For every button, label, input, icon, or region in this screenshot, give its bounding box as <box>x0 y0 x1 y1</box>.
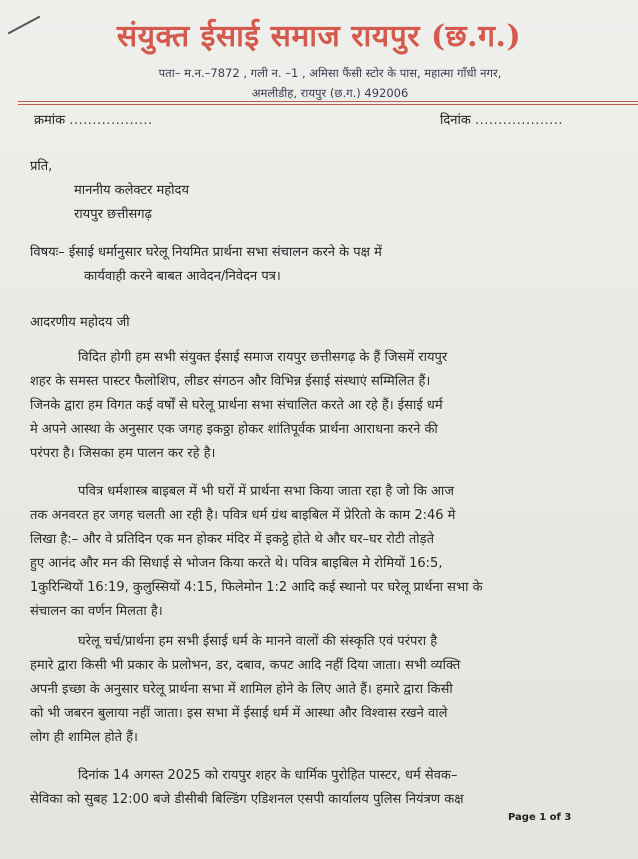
recipient-line-2: रायपुर छत्तीसगढ़ <box>74 207 152 222</box>
serial-number-field <box>34 110 153 128</box>
subject-line-1 <box>30 242 382 260</box>
paragraph-line: घरेलू चर्च/प्रार्थना हम सभी ईसाई धर्म के मानने वालों की संस्कृति एवं परंपरा है <box>78 634 438 649</box>
paragraph-line: लिखा है:– और वे प्रतिदिन एक मन होकर मंदिर में इकट्ठे होते थे और घर–घर रोटी तोड़ते <box>30 532 435 547</box>
letterhead-address-line-1: पता– म.न.–7872 , गली न. –1 , अमिसा फैंसी स्टोर के पास, महात्मा गाँधी नगर, <box>158 66 502 80</box>
subject-label: विषयः– <box>30 245 65 260</box>
paragraph-line: शहर के समस्त पास्टर फैलोशिप, लीडर संगठन और विभिन्न ईसाई संस्थाएं सम्मिलित हैं। <box>30 374 431 389</box>
paragraph-1 <box>30 346 598 466</box>
serial-label: क्रमांक <box>34 113 66 128</box>
date-field <box>440 110 563 128</box>
salutation: आदरणीय महोदय जी <box>30 315 130 330</box>
subject-text-1: ईसाई धर्मानुसार घरेलू नियमित प्रार्थना सभा संचालन करने के पक्ष में <box>68 245 382 260</box>
subject-line-2: कार्यवाही करने बाबत आवेदन/निवेदन पत्र। <box>84 269 281 284</box>
paragraph-line: जिनके द्वारा हम विगत कई वर्षों से घरेलू प्रार्थना सभा संचालित करते आ रहे हैं। ईसाई धर्म <box>30 398 443 413</box>
paragraph-line: 1कुरिन्थियों 16:19, कुलुस्सियों 4:15, फिलेमोन 1:2 आदि कई स्थानो पर घरेलू प्रार्थना सभा के <box>30 580 483 595</box>
serial-blank: .................. <box>69 113 153 128</box>
page-number: Page 1 of 3 <box>508 812 572 823</box>
paragraph-line: को भी जबरन बुलाया नहीं जाता। इस सभा में ईसाई धर्म में आस्था और विश्वास रखने वाले <box>30 706 448 721</box>
letterhead-address-line-2: अमलीडीह, रायपुर (छ.ग.) 492006 <box>251 86 409 100</box>
paragraph-4 <box>30 764 598 812</box>
paragraph-line: अपनी इच्छा के अनुसार घरेलू प्रार्थना सभा में शामिल होने के लिए आते हैं। हमारे द्वारा किसी <box>30 682 453 697</box>
date-label: दिनांक <box>440 113 471 128</box>
paragraph-line: दिनांक 14 अगस्त 2025 को रायपुर शहर के धार्मिक पुरोहित पास्टर, धर्म सेवक– <box>78 768 458 783</box>
paragraph-3 <box>30 630 598 750</box>
paragraph-line: तक अनवरत हर जगह चलती आ रही है। पवित्र धर्म ग्रंथ बाइबिल में प्रेरितो के काम 2:46 मे <box>30 508 456 523</box>
letterhead-divider <box>18 101 638 102</box>
letterhead-divider-thin <box>18 104 638 105</box>
paragraph-line: विदित होगी हम सभी संयुक्त ईसाई समाज रायपुर छत्तीसगढ़ के हैं जिसमें रायपुर <box>78 350 448 365</box>
paragraph-line: हुए आनंद और मन की सिधाई से भोजन किया करते थे। पवित्र बाइबिल मे रोमियों 16:5, <box>30 556 443 571</box>
paragraph-line: हमारे द्वारा किसी भी प्रकार के प्रलोभन, डर, दबाव, कपट आदि नहीं दिया जाता। सभी व्यक्ति <box>30 658 461 673</box>
paragraph-line: पवित्र धर्मशास्त्र बाइबल में भी घरों में प्रार्थना सभा किया जाता रहा है जो कि आज <box>78 484 454 499</box>
paragraph-line: परंपरा है। जिसका हम पालन कर रहे है। <box>30 446 216 461</box>
recipient-prefix: प्रति, <box>30 159 53 174</box>
recipient-line-1: माननीय कलेक्टर महोदय <box>74 183 189 198</box>
paragraph-line: लोग ही शामिल होते हैं। <box>30 730 138 745</box>
paragraph-line: संचालन का वर्णन मिलता है। <box>30 604 163 619</box>
letterhead-title: संयुक्त ईसाई समाज रायपुर (छ.ग.) <box>116 19 522 54</box>
paragraph-line: मे अपने आस्था के अनुसार एक जगह इकठ्ठा होकर शांतिपूर्वक प्रार्थना आराधना करने की <box>30 422 438 437</box>
paragraph-line: सेविका को सुबह 12:00 बजे डीसीबी बिल्डिंग एडिशनल एसपी कार्यालय पुलिस नियंत्रण कक्ष <box>30 792 464 807</box>
paragraph-2 <box>30 480 598 624</box>
date-blank: ................... <box>474 113 563 128</box>
